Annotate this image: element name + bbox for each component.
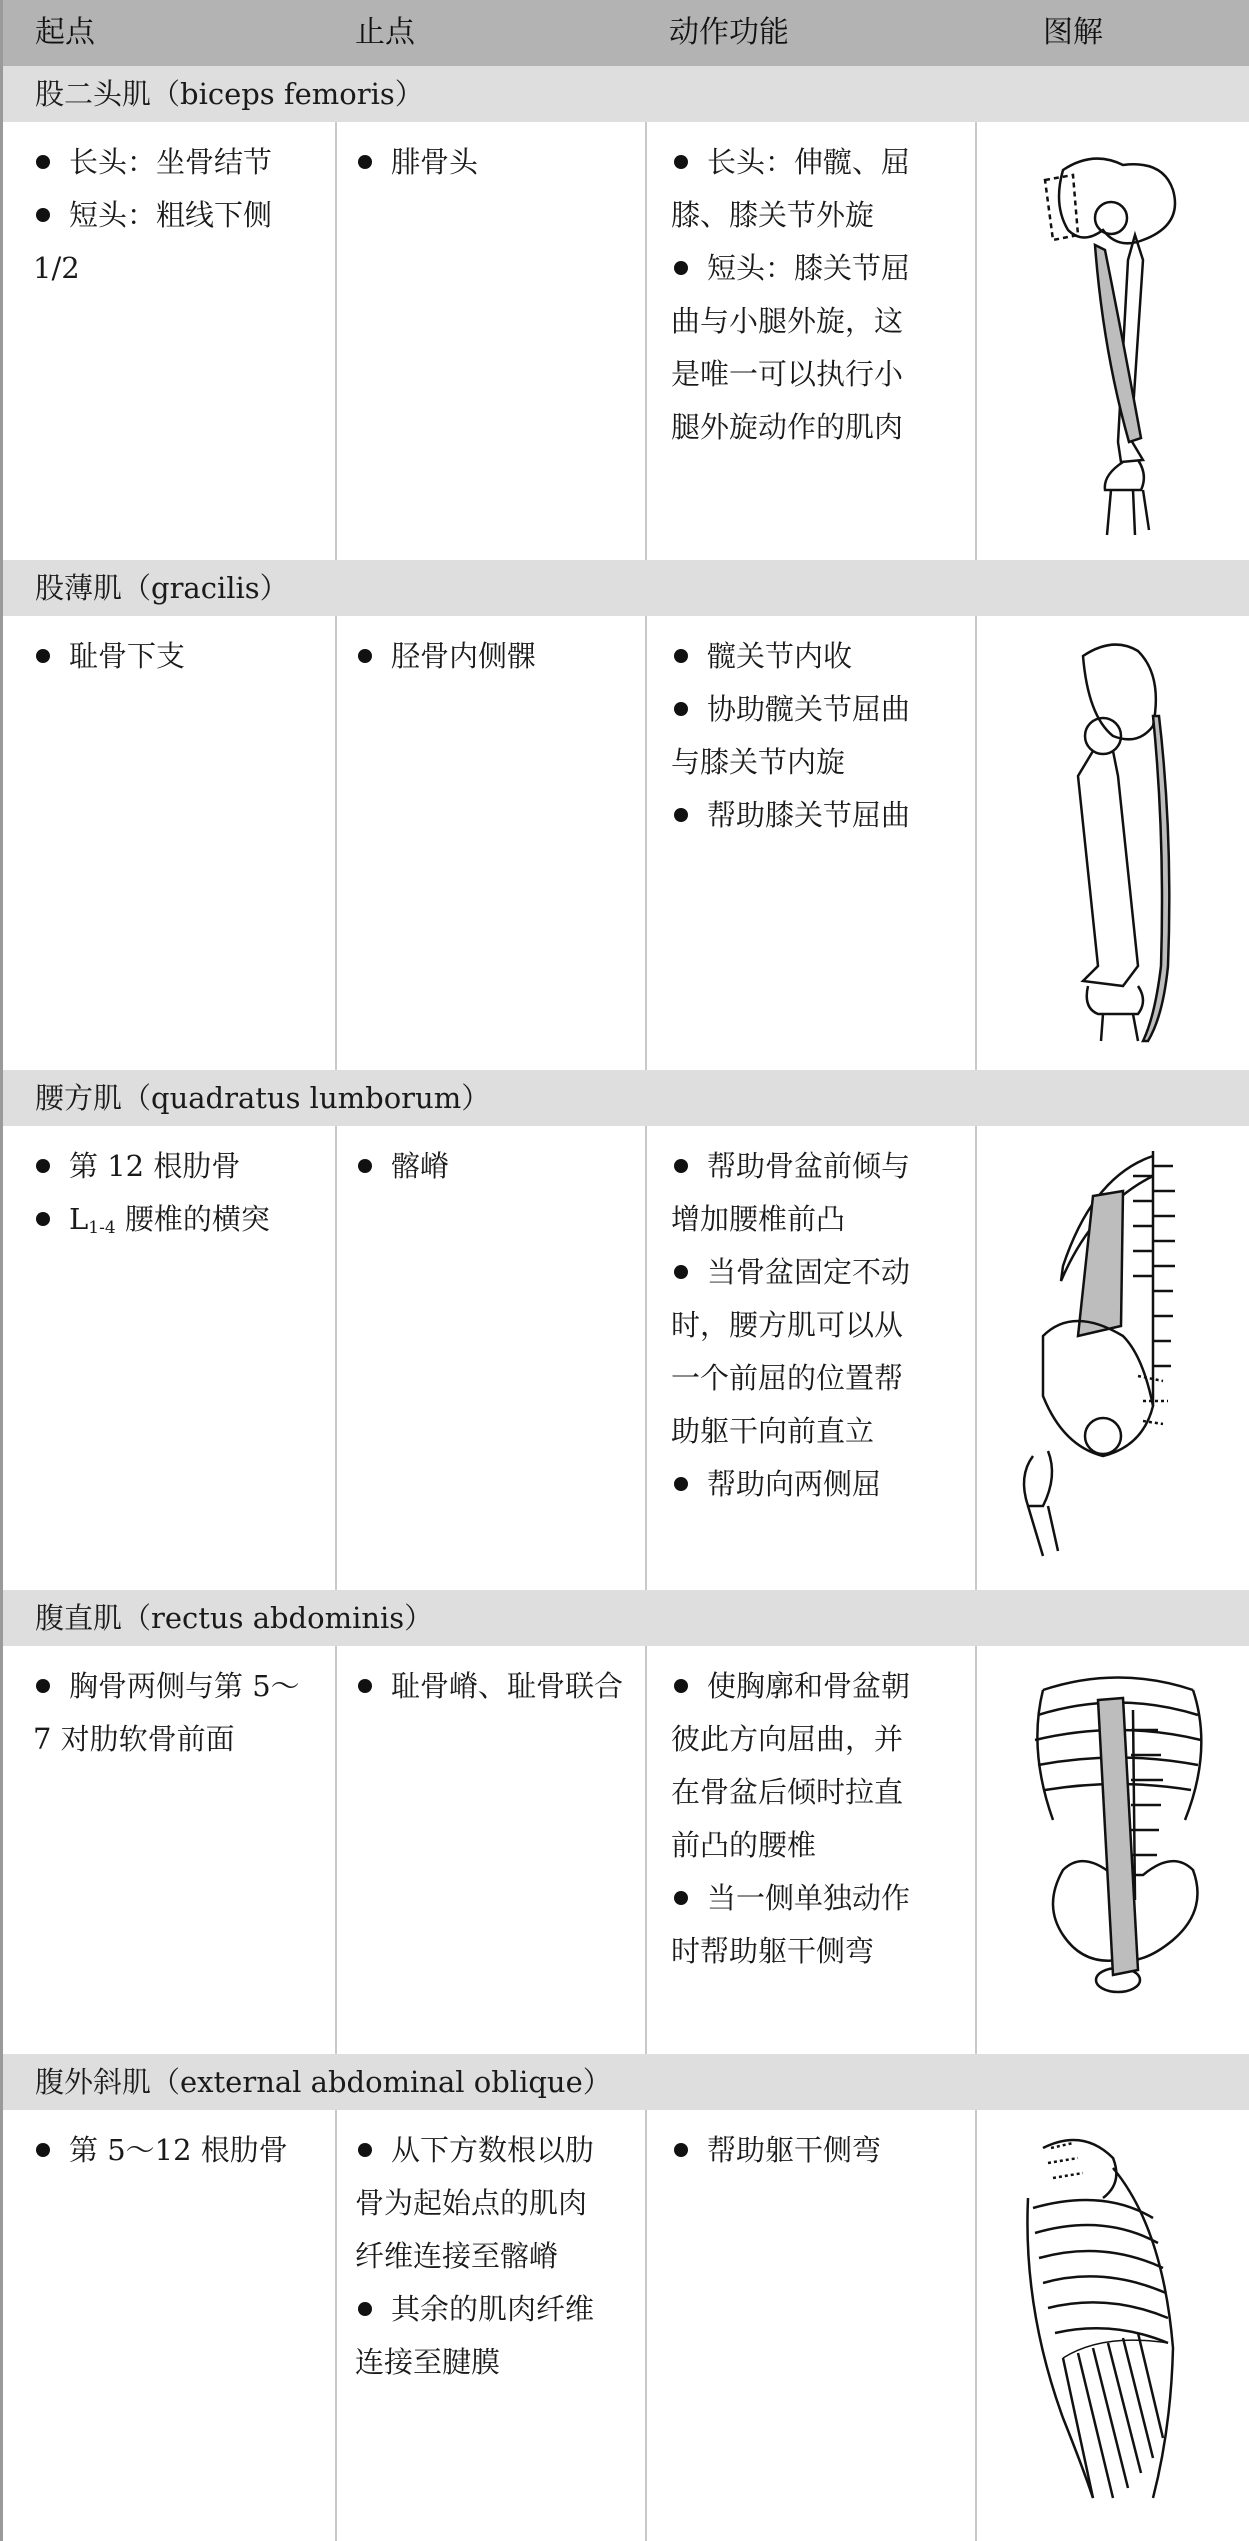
header-insertion: 止点 [355,15,415,50]
list-item-continuation: 助躯干向前直立 [671,1414,875,1448]
list-item: 帮助向两侧屈 [671,1458,971,1511]
origin-cell [33,2124,323,2177]
list-item: 第 12 根肋骨 [33,1140,323,1193]
list-item: 其余的肌肉纤维 [355,2283,635,2336]
insertion-cell [355,1140,635,1193]
list-item: 腓骨头 [355,136,635,189]
action-cell [671,1140,971,1511]
action-cell [671,136,971,454]
origin-cell [33,1660,323,1766]
insertion-cell [355,1660,635,1713]
list-item: 短头：粗线下侧 [33,189,323,242]
action-cell [671,630,971,842]
header-origin: 起点 [35,15,95,50]
hamstring-illustration [1023,150,1193,540]
list-item-continuation: 1/2 [33,251,80,285]
table-row [3,1646,1249,2054]
list-item-continuation: 在骨盆后倾时拉直 [671,1775,904,1809]
rectus-abdominis-illustration [1023,1670,1213,2010]
list-item: 帮助骨盆前倾与 [671,1140,971,1193]
list-item: 长头：坐骨结节 [33,136,323,189]
list-item: 帮助膝关节屈曲 [671,789,971,842]
table-header [3,0,1249,66]
section-title: 股薄肌（gracilis） [35,571,289,605]
table-row [3,616,1249,1070]
list-item-continuation: 曲与小腿外旋，这 [671,304,904,338]
section-title: 腹直肌（rectus abdominis） [35,1601,434,1635]
list-item-continuation: 膝、膝关节外旋 [671,198,875,232]
section-title-bar [3,1590,1249,1646]
quadratus-lumborum-illustration [1003,1146,1193,1566]
list-item: 髋关节内收 [671,630,971,683]
list-item: 帮助躯干侧弯 [671,2124,971,2177]
table-row [3,2110,1249,2541]
external-oblique-illustration [1003,2128,1193,2508]
section-title: 腰方肌（quadratus lumborum） [35,1081,491,1115]
header-action: 动作功能 [669,15,789,50]
list-item-continuation: 是唯一可以执行小 [671,357,904,391]
list-item-continuation: 与膝关节内旋 [671,745,846,779]
origin-cell [33,630,323,683]
list-item: 耻骨下支 [33,630,323,683]
table-row [3,122,1249,560]
insertion-cell [355,136,635,189]
section-title-bar [3,1070,1249,1126]
list-item: 髂嵴 [355,1140,635,1193]
list-item-continuation: 彼此方向屈曲，并 [671,1722,904,1756]
action-cell [671,2124,971,2177]
table-row [3,1126,1249,1590]
list-item: 长头：伸髋、屈 [671,136,971,189]
list-item: 协助髋关节屈曲 [671,683,971,736]
list-item-continuation: 时帮助躯干侧弯 [671,1934,875,1968]
origin-cell [33,1140,323,1255]
list-item-continuation: 纤维连接至髂嵴 [355,2239,559,2273]
section-title-bar [3,66,1249,122]
list-item-continuation: 腿外旋动作的肌肉 [671,410,904,444]
list-item: $L_{1-4}$ 腰椎的横突 [33,1193,323,1255]
list-item: 胫骨内侧髁 [355,630,635,683]
origin-cell [33,136,323,295]
list-item-continuation: 一个前屈的位置帮 [671,1361,904,1395]
insertion-cell [355,630,635,683]
section-title-bar [3,2054,1249,2110]
section-title-bar [3,560,1249,616]
list-item: 胸骨两侧与第 5～ [33,1660,323,1713]
section-title: 腹外斜肌（external abdominal oblique） [35,2065,612,2099]
list-item: 当骨盆固定不动 [671,1246,971,1299]
header-figure: 图解 [1043,15,1103,50]
list-item-continuation: 骨为起始点的肌肉 [355,2186,588,2220]
list-item-continuation: 前凸的腰椎 [671,1828,817,1862]
gracilis-illustration [1043,636,1193,1046]
list-item: 当一侧单独动作 [671,1872,971,1925]
list-item: 从下方数根以肋 [355,2124,635,2177]
list-item: 使胸廓和骨盆朝 [671,1660,971,1713]
list-item-continuation: 连接至腱膜 [355,2345,501,2379]
section-title: 股二头肌（biceps femoris） [35,77,424,111]
list-item-continuation: 7 对肋软骨前面 [33,1722,235,1756]
action-cell [671,1660,971,1978]
insertion-cell [355,2124,635,2389]
list-item-continuation: 时，腰方肌可以从 [671,1308,904,1342]
list-item: 短头：膝关节屈 [671,242,971,295]
list-item: 耻骨嵴、耻骨联合 [355,1660,635,1713]
list-item-continuation: 增加腰椎前凸 [671,1202,846,1236]
list-item: 第 5～12 根肋骨 [33,2124,323,2177]
